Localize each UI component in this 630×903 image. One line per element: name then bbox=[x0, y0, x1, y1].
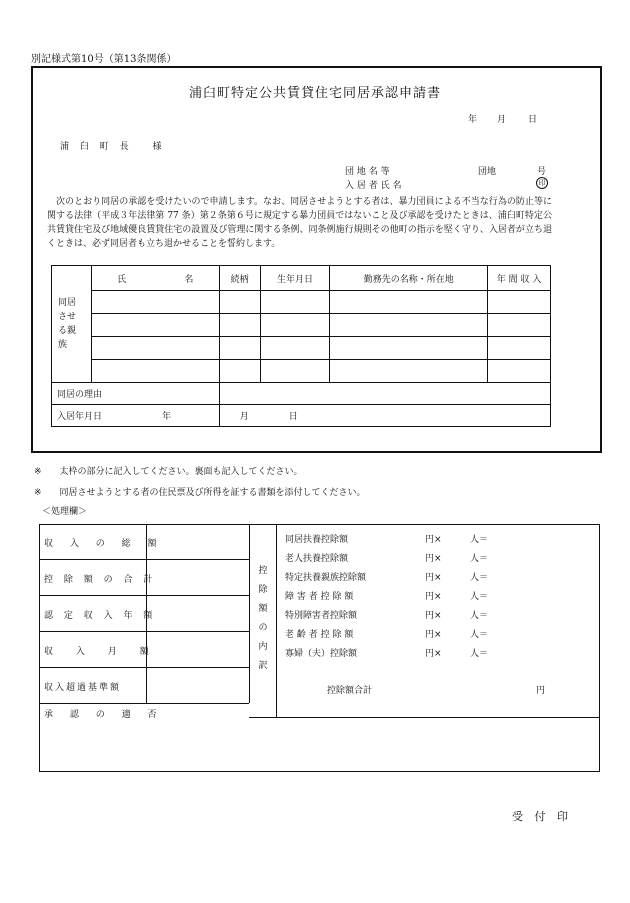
reason-label-text: 同居の理由 bbox=[57, 390, 103, 400]
income-cell[interactable] bbox=[488, 291, 551, 314]
row-deduction-total: 控 除 額 の 合 計 bbox=[44, 575, 157, 585]
vert-char: 内 bbox=[258, 642, 268, 652]
name-cell[interactable] bbox=[91, 337, 219, 360]
date-year: 年 bbox=[468, 115, 478, 125]
name-cell[interactable] bbox=[91, 291, 219, 314]
processing-label: ＜処理欄＞ bbox=[42, 507, 88, 517]
header-income: 年 間 収 入 bbox=[488, 266, 551, 291]
persons-eq: 人＝ bbox=[470, 554, 489, 564]
family-side-label bbox=[52, 266, 92, 383]
move-in-month: 月 bbox=[239, 412, 249, 422]
workplace-cell[interactable] bbox=[330, 360, 488, 383]
deduction-item bbox=[285, 531, 488, 550]
vert-char: 訳 bbox=[258, 661, 268, 671]
move-in-label-text: 入居年月日 bbox=[57, 412, 103, 422]
date-month: 月 bbox=[497, 115, 507, 125]
note-1 bbox=[34, 464, 303, 477]
workplace-cell[interactable] bbox=[330, 291, 488, 314]
family-row bbox=[52, 360, 551, 383]
deduction-label: 特定扶養親族控除額 bbox=[285, 573, 367, 583]
header-relation: 続柄 bbox=[219, 266, 260, 291]
persons-eq: 人＝ bbox=[470, 611, 489, 621]
reason-row bbox=[52, 383, 551, 405]
persons-eq: 人＝ bbox=[470, 535, 489, 545]
persons-eq: 人＝ bbox=[470, 592, 489, 602]
workplace-cell[interactable] bbox=[330, 337, 488, 360]
side-label-line-2: させ bbox=[58, 312, 77, 322]
note-2 bbox=[34, 485, 366, 498]
date-day: 日 bbox=[528, 115, 538, 125]
family-header-row bbox=[52, 266, 551, 291]
form-number: 別記様式第10号（第13条関係） bbox=[31, 54, 177, 65]
move-in-day: 日 bbox=[288, 412, 298, 422]
deduction-item bbox=[285, 645, 488, 664]
yen-times: 円× bbox=[425, 573, 442, 583]
deduction-item bbox=[285, 626, 488, 645]
move-in-label bbox=[52, 405, 220, 427]
row-total-income: 収 入 の 総 額 bbox=[44, 539, 164, 549]
family-row bbox=[52, 291, 551, 314]
name-cell[interactable] bbox=[91, 314, 219, 337]
resident-label: 入 居 者 氏 名 bbox=[345, 181, 402, 191]
addressee: 浦 臼 町 長 様 bbox=[60, 142, 166, 152]
workplace-cell[interactable] bbox=[330, 314, 488, 337]
deduction-breakdown-vertical bbox=[253, 562, 273, 676]
relation-cell[interactable] bbox=[219, 291, 260, 314]
row-excess-standard: 収入超過基準額 bbox=[44, 683, 122, 693]
side-label-line-3: る親 bbox=[58, 326, 77, 336]
deduction-label: 同居扶養控除額 bbox=[285, 535, 349, 545]
income-cell[interactable] bbox=[488, 337, 551, 360]
vert-char: の bbox=[258, 623, 268, 633]
note-2-text: 同居させようとする者の住民票及び所得を証する書類を添付してください。 bbox=[59, 488, 366, 498]
yen-times: 円× bbox=[425, 592, 442, 602]
row-divider bbox=[39, 559, 249, 560]
statement-paragraph: 次のとおり同居の承認を受けたいので申請します。なお、同居させようとする者は、暴力団員による不当な行為の防止等に関する法律（平成３年法律第 77 条）第２条第６号に規定する暴力団員ではないこと及び承認を受けたときは、浦臼町特定公共賃貸住宅及び地域優良賃貸住宅の設置及び管理に関する条例、同条例施行規則その他町の指示を堅く守り、入居者が立ち退くときは、必ず同居者も立ち退かせることを誓約します。 bbox=[47, 197, 552, 249]
mid-divider bbox=[249, 524, 250, 703]
yen-times: 円× bbox=[425, 554, 442, 564]
persons-eq: 人＝ bbox=[470, 649, 489, 659]
form-title: 浦臼町特定公共賃貸住宅同居承認申請書 bbox=[188, 86, 441, 101]
note-1-text: 太枠の部分に記入してください。裏面も記入してください。 bbox=[59, 467, 303, 477]
vert-char: 額 bbox=[258, 604, 268, 614]
header-birthdate: 生年月日 bbox=[260, 266, 330, 291]
birthdate-cell[interactable] bbox=[260, 337, 330, 360]
deduction-label: 老 齢 者 控 除 額 bbox=[285, 630, 354, 640]
seal-mark: 印 bbox=[536, 177, 548, 189]
header-name-1: 氏 bbox=[117, 274, 127, 285]
side-label-line-4: 族 bbox=[58, 340, 68, 350]
approval-label: 承 認 の 適 否 bbox=[44, 710, 164, 720]
vertical-label-divider bbox=[276, 524, 277, 717]
deduction-item bbox=[285, 569, 488, 588]
deduction-label: 障 害 者 控 除 額 bbox=[285, 592, 354, 602]
header-workplace: 勤務先の名称・所在地 bbox=[330, 266, 488, 291]
move-in-row bbox=[52, 405, 551, 427]
yen-times: 円× bbox=[425, 649, 442, 659]
row-monthly-income: 収 入 月 額 bbox=[44, 647, 159, 657]
row-certified-annual: 認 定 収 入 年 額 bbox=[44, 611, 157, 621]
deduction-label: 寡婦（夫）控除額 bbox=[285, 649, 358, 659]
complex-unit: 団地 bbox=[478, 167, 497, 177]
name-cell[interactable] bbox=[91, 360, 219, 383]
reason-field[interactable] bbox=[219, 383, 550, 405]
vert-char: 控 bbox=[258, 566, 268, 576]
relation-cell[interactable] bbox=[219, 337, 260, 360]
row-divider bbox=[39, 631, 249, 632]
yen-times: 円× bbox=[425, 630, 442, 640]
move-in-year: 年 bbox=[162, 412, 172, 422]
birthdate-cell[interactable] bbox=[260, 360, 330, 383]
move-in-field[interactable] bbox=[219, 405, 550, 427]
family-table bbox=[51, 265, 551, 427]
birthdate-cell[interactable] bbox=[260, 314, 330, 337]
deduction-list bbox=[285, 531, 488, 664]
relation-cell[interactable] bbox=[219, 360, 260, 383]
number-unit: 号 bbox=[537, 167, 547, 177]
header-name bbox=[91, 266, 219, 291]
deduction-item bbox=[285, 588, 488, 607]
note-2-mark: ※ bbox=[34, 488, 42, 498]
row-divider bbox=[39, 595, 249, 596]
row-divider bbox=[39, 667, 249, 668]
header-name-2: 名 bbox=[184, 274, 194, 285]
income-cell[interactable] bbox=[488, 314, 551, 337]
deduction-item bbox=[285, 607, 488, 626]
family-row bbox=[52, 314, 551, 337]
deduction-total-unit: 円 bbox=[536, 686, 546, 696]
vert-char: 除 bbox=[258, 585, 268, 595]
deduction-label: 特別障害者控除額 bbox=[285, 611, 358, 621]
family-row bbox=[52, 337, 551, 360]
persons-eq: 人＝ bbox=[470, 573, 489, 583]
reason-label bbox=[52, 383, 220, 405]
row-divider bbox=[39, 703, 249, 704]
deduction-label: 老人扶養控除額 bbox=[285, 554, 349, 564]
persons-eq: 人＝ bbox=[470, 630, 489, 640]
income-cell[interactable] bbox=[488, 360, 551, 383]
note-1-mark: ※ bbox=[34, 467, 42, 477]
birthdate-cell[interactable] bbox=[260, 291, 330, 314]
complex-label: 団 地 名 等 bbox=[345, 167, 390, 177]
relation-cell[interactable] bbox=[219, 314, 260, 337]
right-bottom-divider bbox=[249, 717, 600, 718]
deduction-item bbox=[285, 550, 488, 569]
side-label-line-1: 同居 bbox=[58, 298, 77, 308]
deduction-total-label: 控除額合計 bbox=[327, 686, 373, 696]
receipt-seal-label: 受 付 印 bbox=[512, 810, 572, 823]
yen-times: 円× bbox=[425, 535, 442, 545]
yen-times: 円× bbox=[425, 611, 442, 621]
